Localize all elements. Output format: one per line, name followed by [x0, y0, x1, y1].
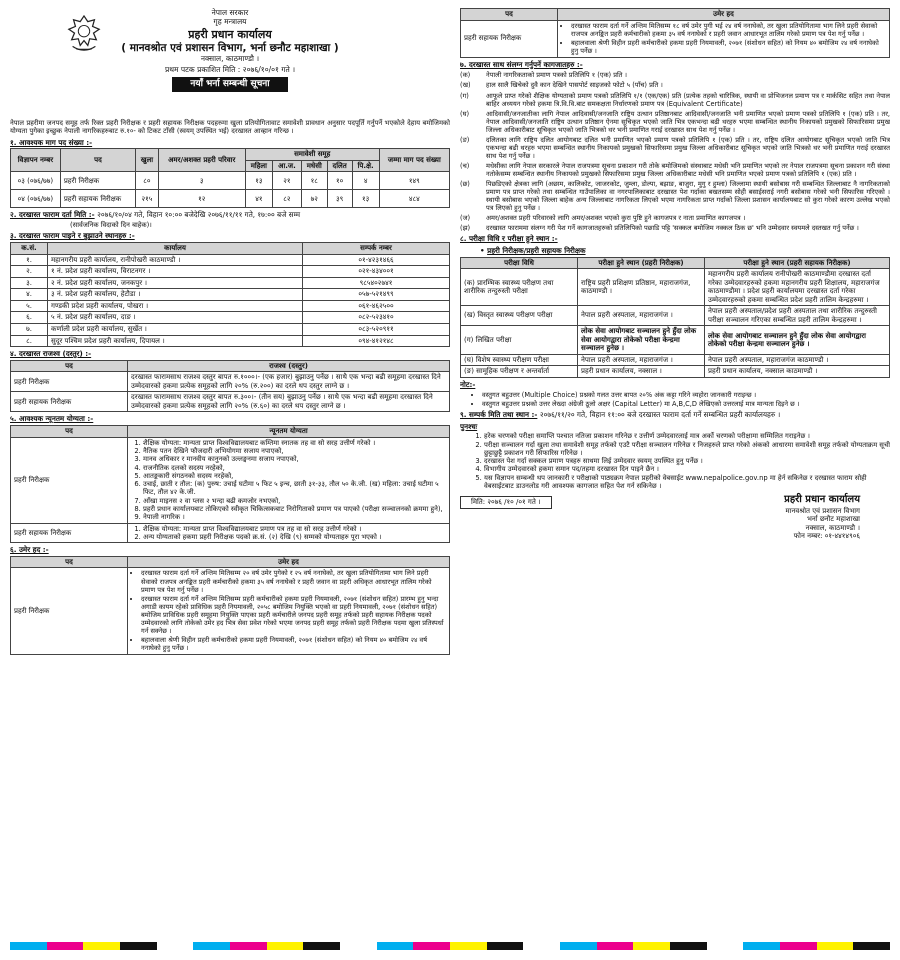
list-item: (छ) पिछडिएको क्षेत्रका लागि (अछाम, कालिकोट, जाजरकोट, जुम्ला, डोल्पा, बझाङ, बाजुरा, मुगु र हुम्ला) जिल्लामा स्थायी बसोबास गरी सम्बन्धित जिल्लाबाट नै नागरिकताको प्रमाण पत्र प्राप्त गरेको तथा सम्बन्धित गाउँपालिका वा नगरपालिकाबाट दरखास्त पेश गर्दाका बखतसम्म सोही बसाईसराई नगरी बसोबास गरेको भनी सिफारिस गरिएको । स्थायी बसोबास भएको जिल्ला बाहेक अन्य जिल्लाबाट नागरिकता लिएको भएमा नागरिकता प्राप्त गर्दाको जिल्ला प्रशासन कार्यालयबाट सो कुरा गरेको कारण उल्लेख भएको पत्र लिएको हुनु पर्नेछ । — [460, 179, 890, 212]
exam-table: परीक्षा विधि परीक्षा हुने स्थान (प्रहरी निरीक्षक) परीक्षा हुने स्थान (प्रहरी सहायक निरीक्षक) (क) प्रारम्भिक स्वास्थ्य परीक्षण तथा शारीरिक तन्दुरुस्ती परीक्षा राष्ट्रिय प्रहरी प्रशिक्षण प्रतिष्ठान, महाराजगंज, काठमाण्डौ । महानगरीय प्रहरी कार्यालय रानीपोखरी काठमाण्डौमा दरखास्त दर्ता गरेका उम्मेदवारहरुको हकमा महानगरीय प्रहरी शिक्षालय, महाराजगंज काठमाण्डौमा । प्रदेश प्रहरी कार्यालयमा दरखास्त दर्ता गरेका उम्मेदवारहरुको हकमा सम्बन्धित प्रदेश प्रहरी तालिम केन्द्रहरुमा । (ख) विस्तृत स्वास्थ्य परीक्षण परीक्षा नेपाल प्रहरी अस्पताल, महाराजगंज । नेपाल प्रहरी अस्पताल/प्रदेश प्रहरी अस्पताल तथा शारीरिक तन्दुरुस्ती परीक्षा सञ्चालन गरिएका सम्बन्धित प्रहरी तालिम केन्द्रहरुमा । (ग) लिखित परीक्षा लोक सेवा आयोगबाट सञ्चालन हुने हुँदा लोक सेवा आयोगद्वारा तोकेको परीक्षा केन्द्रमा सञ्चालन हुनेछ । लोक सेवा आयोगबाट सञ्चालन हुने हुँदा लोक सेवा आयोगद्वारा तोकेको परीक्षा केन्द्रमा सञ्चालन हुनेछ । (घ) विशेष स्वास्थ्य परीक्षण परीक्षा नेपाल प्रहरी अस्पताल, महाराजगंज । नेपाल प्रहरी अस्पताल, महाराजगंज काठमाण्डौ । (ङ) सामूहिक परीक्षण र अन्तर्वार्ता प्रहरी प्रधान कार्यालय, नक्साल । प्रहरी प्रधान कार्यालय, नक्साल काठमाण्डौ । — [460, 257, 890, 378]
table-row: (ग) लिखित परीक्षा लोक सेवा आयोगबाट सञ्चालन हुने हुँदा लोक सेवा आयोगद्वारा तोकेको परीक्षा केन्द्रमा सञ्चालन हुनेछ । लोक सेवा आयोगबाट सञ्चालन हुने हुँदा लोक सेवा आयोगद्वारा तोकेको परीक्षा केन्द्रमा सञ्चालन हुनेछ । — [461, 326, 890, 355]
th-adv: विज्ञापन नम्बर — [11, 149, 61, 172]
age-table: पद उमेर हद प्रहरी निरीक्षक • दरखास्त फाराम दर्ता गर्ने अन्तिम मितिसम्म २० वर्ष उमेर पुगेको र २५ वर्ष ननाघेको, तर खुला प्रतियोगितामा भाग लिने प्रहरी सेवाको राजपत्र अनङ्कित प्रहरी कर्मचारीको हकमा ३५ वर्ष ननाघेको र प्रहरी जवान वा प्रहरी अधिकृत आधारभूत तालिम गरेको प्रमाण पत्र पेश गर्नु पर्नेछ । • दरखास्त फाराम दर्ता गर्ने अन्तिम मितिसम्म प्रहरी कर्मचारीको हकमा प्रहरी नियमावली, २०७१ (संशोधन सहित) प्रारम्भ हुनु भन्दा अगाडी कायम रहेको प्राविधिक प्रहरी नियमावली, २०५८ बमोजिम नियुक्ति भएको वा प्रहरी नियमावली, २०७१ (संशोधन सहित) बमोजिम प्राविधिक प्रहरी समूहमा नियुक्ति पाएका प्रहरी कर्मचारीले जनपद प्रहरी समूह तर्फको प्रहरी सहायक निरीक्षक पदको उम्मेदवारको लागि तोकेको उमेर हद भित्र सेवा प्रवेश गरेको भएमा जनपद प्रहरी समूह तर्फको प्रहरी निरीक्षक पदमा खुला प्रतिस्पर्धा गर्न सक्नेछ । • बहालवाला श्रेणी विहीन प्रहरी कर्मचारीको हकमा प्रहरी नियमावली, २०७१ (संशोधन सहित) को नियम ४० बमोजिम २४ वर्ष ननाघेको हुनु पर्नेछ । — [10, 556, 450, 655]
th-martyr: अमर/अशक्त प्रहरी परिवार — [158, 149, 245, 172]
th-total: जम्मा माग पद संख्या — [379, 149, 449, 172]
table-row: ४. ३ नं. प्रदेश प्रहरी कार्यालय, हेटौडा । ०५७-५२१४९९ — [11, 289, 450, 301]
dept-title: ( मानवश्रोत एवं प्रशासन विभाग, भर्ना छनौट महाशाखा ) — [121, 41, 339, 54]
fee-table: पद राजश्व (दस्तुर) प्रहरी निरीक्षक दरखास्त फारामसाथ राजश्व दस्तुर बापत रु.१०००।- (एक हजार) बुझाउनु पर्नेछ । साथै एक भन्दा बढी समूहमा दरखास्त दिने उम्मेदवारको हकमा प्रत्येक समूहको लागि २०% (रु.२००) का दरले थप दस्तुर लाग्ने छ । प्रहरी सहायक निरीक्षक दरखास्त फारामसाथ राजश्व दस्तुर बापत रु.३००।- (तीन सय) बुझाउनु पर्नेछ । साथै एक भन्दा बढी समूहमा दरखास्त दिने उम्मेदवारको हकमा प्रत्येक समूहको लागि २०% (रु.६०) का दरले थप दस्तुर लाग्ने छ । — [10, 360, 450, 413]
list-item: 1. हरेक चरणको परीक्षा समाप्ति पश्चात नतिजा प्रकाशन गरिनेछ र उत्तीर्ण उम्मेदवारलाई मात्र अर्को चरणको परीक्षामा सम्मिलित गराइनेछ । — [484, 432, 890, 440]
section-8-subtitle: • प्रहरी निरीक्षक/प्रहरी सहायक निरीक्षक — [480, 245, 586, 255]
list-item: (ङ) दलितका लागि राष्ट्रिय दलित आयोगबाट दलित भनी प्रमाणित भएको प्रमाण पत्रको प्रतिलिपि १ (एक) प्रति । तर, राष्ट्रिय दलित आयोगबाट सूचिकृत भएको जाति भित्र एकभन्दा बढी थरहरु भएमा सम्बन्धित स्थानीय निकायको प्रमुखको सिफारिसमा प्रमुख जिल्ला अधिकारीबाट सूचिकृत भएको जाति भित्रको थर भनी प्रमाणित गराई दरखास्त साथ पेश गर्नु पर्नेछ । — [460, 135, 890, 160]
table-row: प्रहरी सहायक निरीक्षक • दरखास्त फाराम दर्ता गर्ने अन्तिम मितिसम्म १८ वर्ष उमेर पुगी भई २४ वर्ष ननाघेको, तर खुला प्रतियोगितामा भाग लिने प्रहरी सेवाको राजपत्र अनङ्कित प्रहरी कर्मचारीको हकमा ३५ वर्ष ननाघेको र प्रहरी जवान आधारभूत तालिम गरेको प्रमाण पत्र पेश गर्नु पर्नेछ । • बहालवाला श्रेणी विहीन प्रहरी कर्मचारीको हकमा प्रहरी नियमावली, २०७१ (संशोधन सहित) को नियम ४० बमोजिम २४ वर्ष ननाघेको हुनु पर्नेछ । — [461, 20, 890, 57]
print-color-bar — [10, 942, 890, 950]
left-column — [10, 8, 450, 655]
section-9-title: ९. सम्पर्क मिति तथा स्थान :- २०७६/११/२० गते, विहान ११:०० बजे दरखास्त फाराम दर्ता गर्ने सम्बन्धित प्रहरी कार्यालयहरु । — [460, 409, 781, 419]
table-row: २. १ नं. प्रदेश प्रहरी कार्यालय, विराटनगर । ०२१-४३४००१ — [11, 266, 450, 278]
table-row: ३. २ नं. प्रदेश प्रहरी कार्यालय, जनकपुर । ९८५४०२७४१ — [11, 277, 450, 289]
list-item: (ख) हाल सालै खिचेको दुवै कान देखिने पासपोर्ट साइजको फोटो ५ (पाँच) प्रति । — [460, 81, 663, 90]
notes-list — [460, 391, 890, 408]
documents-list — [460, 71, 890, 232]
ministry-line: गृह मन्त्रालय — [213, 17, 247, 27]
section-4-title: ४. दरखास्त राजश्व (दस्तुर) :- — [10, 349, 92, 359]
section-3-title: ३. दरखास्त फाराम पाइने र बुझाउने स्थानहरु :- — [10, 231, 135, 241]
list-item: 4. विभागीय उम्मेदवारको हकमा समान पद/तहमा दरखास्त दिन पाइने छैन । — [484, 465, 890, 473]
section-5-title: ५. आवश्यक न्यूनतम योग्यता :- — [10, 414, 94, 424]
age-table-continued: पद उमेर हद प्रहरी सहायक निरीक्षक • दरखास्त फाराम दर्ता गर्ने अन्तिम मितिसम्म १८ वर्ष उमेर पुगी भई २४ वर्ष ननाघेको, तर खुला प्रतियोगितामा भाग लिने प्रहरी सेवाको राजपत्र अनङ्कित प्रहरी कर्मचारीको हकमा ३५ वर्ष ननाघेको र प्रहरी जवान आधारभूत तालिम गरेको प्रमाण पत्र पेश गर्नु पर्नेछ । • बहालवाला श्रेणी विहीन प्रहरी कर्मचारीको हकमा प्रहरी नियमावली, २०७१ (संशोधन सहित) को नियम ४० बमोजिम २४ वर्ष ननाघेको हुनु पर्नेछ । — [460, 8, 890, 58]
office-title: प्रहरी प्रधान कार्यालय — [188, 28, 272, 42]
qualification-table: पद न्यूनतम योग्यता प्रहरी निरीक्षक 1. शैक्षिक योग्यता: मान्यता प्राप्त विश्वविद्यालयबाट कम्तिमा स्नातक तह वा सो सरह उत्तीर्ण गरेको । 2. नैतिक पतन देखिने फौजदारी अभियोगमा सजाय नपाएको, 3. मानव अधिकार र मानवीय कानुनको उल्लङ्घनमा सजाय नपाएको, 4. राजनीतिक दलको सदस्य नरहेको, 5. आतङ्ककारी संगठनको सदस्य नरहेको, 6. उचाई, छाती र तौल: (क) पुरुष: उचाई घटीमा ५ फिट ५ इन्च, छाती ३१-३३, तौल ५० के.जी. (ख) महिला: उचाई घटीमा ५ फिट, तौल ४२ के.जी. 7. आँखा माइनस २ वा प्लस २ भन्दा बढी कमजोर नभएको, 8. प्रहरी प्रधान कार्यालयबाट तोकिएको स्वीकृत चिकित्सकबाट निरोगिताको प्रमाण पत्र पाएको (परीक्षा सञ्चालनको क्रममा हुने), 9. नेपाली नागरिक । प्रहरी सहायक निरीक्षक 1. शैक्षिक योग्यता: मान्यता प्राप्त विश्वविद्यालयबाट प्रमाण पत्र तह वा सो सरह उत्तीर्ण गरेको । 2. अन्य योग्यताको हकमा प्रहरी निरीक्षक पदको क्र.सं. (२) देखि (९) सम्मको योग्यताहरु पूरा भएको । — [10, 425, 450, 543]
notice-banner: नयाँ भर्ना सम्बन्धी सूचना — [172, 77, 287, 92]
govt-line: नेपाल सरकार — [211, 8, 249, 17]
section-2-title: २. दरखास्त फाराम दर्ता मिति :- २०७६/१०/०४ गते, विहान १०:०० बजेदेखि २०७६/११/११ गते, १७:०० बजे सम्म — [10, 210, 301, 220]
table-row: (ङ) सामूहिक परीक्षण र अन्तर्वार्ता प्रहरी प्रधान कार्यालय, नक्साल । प्रहरी प्रधान कार्यालय, नक्साल काठमाण्डौ । — [461, 366, 890, 378]
table-row: ६. ५ नं. प्रदेश प्रहरी कार्यालय, दाङ । ०८२-५२३४१० — [11, 312, 450, 324]
footer-row — [460, 490, 890, 540]
address-line: नक्साल, काठमाण्डौ । — [200, 54, 260, 64]
th-post: पद — [60, 149, 135, 172]
table-row: प्रहरी निरीक्षक 1. शैक्षिक योग्यता: मान्यता प्राप्त विश्वविद्यालयबाट कम्तिमा स्नातक तह वा सो सरह उत्तीर्ण गरेको । 2. नैतिक पतन देखिने फौजदारी अभियोगमा सजाय नपाएको, 3. मानव अधिकार र मानवीय कानुनको उल्लङ्घनमा सजाय नपाएको, 4. राजनीतिक दलको सदस्य नरहेको, 5. आतङ्ककारी संगठनको सदस्य नरहेको, 6. उचाई, छाती र तौल: (क) पुरुष: उचाई घटीमा ५ फिट ५ इन्च, छाती ३१-३३, तौल ५० के.जी. (ख) महिला: उचाई घटीमा ५ फिट, तौल ४२ के.जी. 7. आँखा माइनस २ वा प्लस २ भन्दा बढी कमजोर नभएको, 8. प्रहरी प्रधान कार्यालयबाट तोकिएको स्वीकृत चिकित्सकबाट निरोगिताको प्रमाण पत्र पाएको (परीक्षा सञ्चालनको क्रममा हुने), 9. नेपाली नागरिक । — [11, 437, 450, 523]
list-item: (क) नेपाली नागरिकताको प्रमाण पत्रको प्रतिलिपि १ (एक) प्रति । — [460, 71, 628, 80]
published-date: प्रथम पटक प्रकाशित मिति : २०७६/१०/०१ गते । — [164, 64, 296, 74]
table-row: प्रहरी निरीक्षक दरखास्त फारामसाथ राजश्व दस्तुर बापत रु.१०००।- (एक हजार) बुझाउनु पर्नेछ । साथै एक भन्दा बढी समूहमा दरखास्त दिने उम्मेदवारको हकमा प्रत्येक समूहको लागि २०% (रु.२००) का दरले थप दस्तुर लाग्ने छ । — [11, 372, 450, 392]
list-item: 2. परीक्षा सञ्चालन गर्दा खुला तथा समावेशी समूह तर्फको एउटै परीक्षा सञ्चालन गरिनेछ र निजहरुले प्राप्त गरेको अंकको आधारमा समावेशी समूह तर्फको योग्यताक्रम सूची छुट्टाछुट्टै प्रकाशन गरी सिफारिस गरिनेछ । — [484, 441, 890, 458]
table-row: (घ) विशेष स्वास्थ्य परीक्षण परीक्षा नेपाल प्रहरी अस्पताल, महाराजगंज । नेपाल प्रहरी अस्पताल, महाराजगंज काठमाण्डौ । — [461, 354, 890, 366]
list-item: (ग) आफूले प्राप्त गरेको शैक्षिक योग्यताको प्रमाण पत्रको प्रतिलिपि १/१ (एक/एक) प्रति (प्रत्येक तहको चारित्रिक, स्थायी वा प्रोभिजनल प्रमाण पत्र र मार्कसिट सहित तथा नेपाल बाहिर अध्ययन गरेको हकमा त्रि.वि.वि.बाट समकक्षता निर्धारणको प्रमाण पत्र (Equivalent Certificate) — [460, 91, 890, 108]
nepal-police-emblem-icon — [65, 14, 103, 54]
table-row: प्रहरी निरीक्षक • दरखास्त फाराम दर्ता गर्ने अन्तिम मितिसम्म २० वर्ष उमेर पुगेको र २५ वर्ष ननाघेको, तर खुला प्रतियोगितामा भाग लिने प्रहरी सेवाको राजपत्र अनङ्कित प्रहरी कर्मचारीको हकमा ३५ वर्ष ननाघेको र प्रहरी जवान वा प्रहरी अधिकृत आधारभूत तालिम गरेको प्रमाण पत्र पेश गर्नु पर्नेछ । • दरखास्त फाराम दर्ता गर्ने अन्तिम मितिसम्म प्रहरी कर्मचारीको हकमा प्रहरी नियमावली, २०७१ (संशोधन सहित) प्रारम्भ हुनु भन्दा अगाडी कायम रहेको प्राविधिक प्रहरी नियमावली, २०५८ बमोजिम नियुक्ति भएको वा प्रहरी नियमावली, २०७१ (संशोधन सहित) बमोजिम प्राविधिक प्रहरी समूहमा नियुक्ति पाएका प्रहरी कर्मचारीले जनपद प्रहरी समूह तर्फको प्रहरी सहायक निरीक्षक पदको उम्मेदवारको लागि तोकेको उमेर हद भित्र सेवा प्रवेश गरेको भएमा जनपद प्रहरी समूह तर्फको प्रहरी निरीक्षक पदमा खुला प्रतिस्पर्धा गर्न सक्नेछ । • बहालवाला श्रेणी विहीन प्रहरी कर्मचारीको हकमा प्रहरी नियमावली, २०७१ (संशोधन सहित) को नियम ४० बमोजिम २४ वर्ष ननाघेको हुनु पर्नेछ । — [11, 568, 450, 654]
section-8-title: ८. परीक्षा विधि र परीक्षा हुने स्थान :- — [460, 234, 558, 243]
issue-date: मिति: २०७६ /१० /०१ गते । — [460, 496, 552, 509]
list-item: • वस्तुगत बहुउत्तर (Multiple Choice) प्रश्नको गलत उत्तर बापत २०% अंक कट्टा गरिने व्यहोरा जानकारी गराइन्छ । — [482, 391, 890, 399]
signature-block: प्रहरी प्रधान कार्यालय मानवश्रोत एवं प्रशासन विभाग भर्ना छनौट महाशाखा नक्साल, काठमाण्डौ । फोन नम्बर: ०१-४४१४९०६ — [784, 494, 860, 541]
th-group: पि.क्षे. — [352, 160, 379, 172]
list-item: • वस्तुगत बहुउत्तर प्रश्नको उत्तर लेख्दा अंग्रेजी ठूलो अक्षर (Capital Letter) मा A,B,C,D लेखिएको उत्तरलाई मात्र मान्यता दिइने छ । — [482, 400, 890, 408]
table-row: (क) प्रारम्भिक स्वास्थ्य परीक्षण तथा शारीरिक तन्दुरुस्ती परीक्षा राष्ट्रिय प्रहरी प्रशिक्षण प्रतिष्ठान, महाराजगंज, काठमाण्डौ । महानगरीय प्रहरी कार्यालय रानीपोखरी काठमाण्डौमा दरखास्त दर्ता गरेका उम्मेदवारहरुको हकमा महानगरीय प्रहरी शिक्षालय, महाराजगंज काठमाण्डौमा । प्रदेश प्रहरी कार्यालयमा दरखास्त दर्ता गरेका उम्मेदवारहरुको हकमा सम्बन्धित प्रदेश प्रहरी तालिम केन्द्रहरुमा । — [461, 269, 890, 306]
right-column — [460, 8, 890, 541]
notes-title: नोट:- — [460, 379, 476, 389]
table-row: ७. कर्णाली प्रदेश प्रहरी कार्यालय, सुर्खेत । ०८३-५२०९११ — [11, 323, 450, 335]
section-2-note: (सार्वजनिक विदाको दिन बाहेक)। — [70, 221, 152, 230]
punascha-title: पुनश्चः — [460, 421, 478, 431]
list-item: (घ) आदिवासी/जनजातीका लागि नेपाल आदिवासी/जनजाति राष्ट्रिय उत्थान प्रतिष्ठानबाट आदिवासी/जनजाति भनी प्रमाणित भएको प्रमाण पत्रको प्रतिलिपि १ (एक) प्रति । तर, नेपाल आदिवासी/जनजाति राष्ट्रिय उत्थान प्रतिष्ठान ऐनमा सूचिकृत भएको जाति भित्र एकभन्दा बढी थरहरु भएमा सम्बन्धित स्थानीय निकायको प्रमुखको सिफारिसमा प्रमुख जिल्ला अधिकारीबाट सूचिकृत भएको जाति भित्रको थर भनी प्रमाणित गराई दरखास्त साथ पेश गर्नु पर्नेछ । — [460, 109, 890, 134]
list-item: (च) मधेसीका लागि नेपाल सरकारले नेपाल राजपत्रमा सूचना प्रकाशन गरी तोके बमोजिमको संस्थाबाट मधेसी भनि प्रमाणित भएको तर नेपाल राजपत्रमा सूचना प्रकाशन गरी संस्था नतोकेसम्म सम्बन्धित स्थानीय निकायको प्रमुखको सिफारिसमा प्रमुख जिल्ला अधिकारीबाट मधेसी भनि प्रमाणित भएको प्रमाण पत्रको प्रतिलिपि १ (एक) प्रति । — [460, 161, 890, 178]
th-open: खुला — [136, 149, 159, 172]
list-item: (ज) अमर/अशक्त प्रहरी परिवारको लागि अमर/अशक्त भएको कुरा पुष्टि हुने कागजपत्र र नाता प्रमाणित कागजपत्र । — [460, 213, 746, 222]
table-row: ०३ (०७६/७७) प्रहरी निरीक्षक ८० ३ १३ २१ १८ १० ४ १४९ — [11, 172, 450, 190]
list-item: (झ) दरखास्त फाराममा संलग्न गरी पेश गर्ने कागजातहरुको प्रतिलिपिको पछाडि पट्टि 'सक्कल बमोजिम नक्कल ठिक छ' भनि उम्मेदवार स्वयमले दस्तखत गर्नु पर्नेछ । — [460, 223, 859, 232]
table-row: ५. गण्डकी प्रदेश प्रहरी कार्यालय, पोखरा । ०६१-४६२५०० — [11, 300, 450, 312]
table-row: १. महानगरीय प्रहरी कार्यालय, रानीपोखरी काठमाण्डौ । ०१-४२३१४६६ — [11, 254, 450, 266]
section-6-title: ६. उमेर हद :- — [10, 545, 49, 555]
section-1-title: १. आवश्यक माग पद संख्या :- — [10, 137, 93, 147]
punascha-list — [460, 432, 890, 490]
table-row: (ख) विस्तृत स्वास्थ्य परीक्षण परीक्षा नेपाल प्रहरी अस्पताल, महाराजगंज । नेपाल प्रहरी अस्पताल/प्रदेश प्रहरी अस्पताल तथा शारीरिक तन्दुरुस्ती परीक्षा सञ्चालन गरिएका सम्बन्धित प्रहरी तालिम केन्द्रहरुमा । — [461, 306, 890, 326]
table-row: प्रहरी सहायक निरीक्षक दरखास्त फारामसाथ राजश्व दस्तुर बापत रु.३००।- (तीन सय) बुझाउनु पर्नेछ । साथै एक भन्दा बढी समूहमा दरखास्त दिने उम्मेदवारको हकमा प्रत्येक समूहको लागि २०% (रु.६०) का दरले थप दस्तुर लाग्ने छ । — [11, 392, 450, 412]
th-group: आ.ज. — [272, 160, 301, 172]
table-row: ०४ (०७६/७७) प्रहरी सहायक निरीक्षक २१५ १२ ४१ ८२ ७२ ३९ १३ ४८४ — [11, 190, 450, 208]
th-inclusive: समावेशी समूह — [245, 149, 379, 161]
list-item: 5. यस विज्ञापन सम्बन्धी थप जानकारी र परीक्षाको पाठ्यक्रम नेपाल प्रहरीको वेबसाईट www.nepalpolice.gov.np मा हेर्न सकिनेछ र दरखास्त फाराम सोही वेबसाईटबाट डाउनलोड गरी आवश्यक कागजात सहित पेश गर्न सकिनेछ । — [484, 474, 890, 491]
section-7-title: ७. दरखास्त साथ संलग्न गर्नुपर्ने कागजातहरु :- — [460, 59, 583, 69]
th-group: दलित — [327, 160, 352, 172]
list-item: 3. दरखास्त पेश गर्दा सक्कल प्रमाण पत्रहरु साथमा लिई उम्मेदवार स्वयम् उपस्थित हुनु पर्नेछ । — [484, 457, 890, 465]
intro-paragraph: नेपाल प्रहरीमा जनपद समूह तर्फ रिक्त प्रहरी निरीक्षक र प्रहरी सहायक निरीक्षक पदहरुमा खुला प्रतियोगितावाट समावेशी प्रावधान अनुसार पदपूर्ति गर्नुपर्ने भएकोले देहाय बमोजिमको योग्यता पुगेका इच्छुक नेपाली नागरिकहरुबाट रु.१०- को टिकट टाँसी (स्वयम् उपस्थित भई) दरखास्त आव्हान गरिन्छ । — [10, 119, 450, 136]
table-row: प्रहरी सहायक निरीक्षक 1. शैक्षिक योग्यता: मान्यता प्राप्त विश्वविद्यालयबाट प्रमाण पत्र तह वा सो सरह उत्तीर्ण गरेको । 2. अन्य योग्यताको हकमा प्रहरी निरीक्षक पदको क्र.सं. (२) देखि (९) सम्मको योग्यताहरु पूरा भएको । — [11, 523, 450, 543]
th-group: महिला — [245, 160, 272, 172]
demand-table — [10, 148, 450, 208]
offices-table: क.सं. कार्यालय सम्पर्क नम्बर १. महानगरीय प्रहरी कार्यालय, रानीपोखरी काठमाण्डौ । ०१-४२३१४६६ २. १ नं. प्रदेश प्रहरी कार्यालय, विराटनगर । ०२१-४३४००१ ३. २ नं. प्रदेश प्रहरी कार्यालय, जनकपुर । ९८५४०२७४१ ४. ३ नं. प्रदेश प्रहरी कार्यालय, हेटौडा । ०५७-५२१४९९ ५. गण्डकी प्रदेश प्रहरी कार्यालय, पोखरा । ०६१-४६२५०० ६. ५ नं. प्रदेश प्रहरी कार्यालय, दाङ । ०८२-५२३४१० ७. कर्णाली प्रदेश प्रहरी कार्यालय, सुर्खेत । ०८३-५२०९११ ८. सुदूर पश्चिम प्रदेश प्रहरी कार्यालय, दिपायल । ०९४-४१२१४८ — [10, 242, 450, 347]
table-row: ८. सुदूर पश्चिम प्रदेश प्रहरी कार्यालय, दिपायल । ०९४-४१२१४८ — [11, 335, 450, 347]
notice-header — [10, 8, 450, 116]
th-group: मधेसी — [301, 160, 327, 172]
